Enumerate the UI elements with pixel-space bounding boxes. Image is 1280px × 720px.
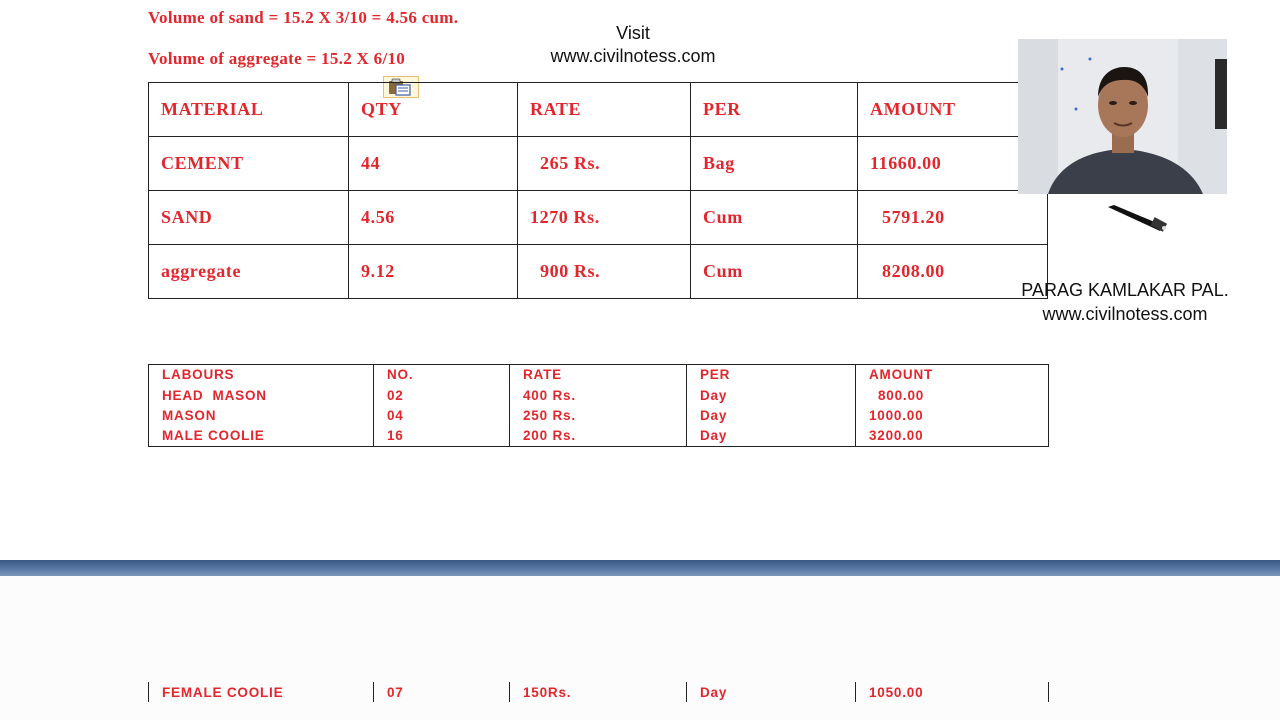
cell-amount: 5791.20: [858, 191, 1048, 245]
cell-labour: MASON: [149, 406, 374, 427]
cell-per: Day: [687, 426, 856, 447]
cell-per: Day: [687, 406, 856, 427]
formula-sand: Volume of sand = 15.2 X 3/10 = 4.56 cum.: [148, 8, 459, 27]
header-material: MATERIAL: [149, 83, 349, 137]
table-row: [149, 682, 1049, 702]
cell-rate: 250 Rs.: [510, 406, 687, 427]
header-qty: QTY: [349, 83, 518, 137]
cell-amount: 8208.00: [858, 245, 1048, 299]
table-row: [149, 406, 1049, 427]
cell-amount: 11660.00: [858, 137, 1048, 191]
labour-table: [148, 364, 1049, 447]
presenter-video: [1018, 39, 1227, 194]
cell-rate: 1270 Rs.: [518, 191, 691, 245]
cell-qty: 9.12: [349, 245, 518, 299]
watermark-site: www.civilnotess.com: [550, 46, 716, 66]
cell-rate: 265 Rs.: [518, 137, 691, 191]
cell-rate: 150Rs.: [510, 682, 687, 702]
cell-labour: HEAD MASON: [149, 385, 374, 406]
cell-per: Cum: [691, 191, 858, 245]
cell-qty: 44: [349, 137, 518, 191]
cell-rate: 400 Rs.: [510, 385, 687, 406]
formula-aggregate: Volume of aggregate = 15.2 X 6/10: [148, 49, 406, 68]
cell-no: 04: [374, 406, 510, 427]
cell-labour: MALE COOLIE: [149, 426, 374, 447]
cell-per: Day: [687, 385, 856, 406]
cell-amount: 1050.00: [856, 682, 1049, 702]
header-rate: RATE: [510, 365, 687, 386]
header-amount: AMOUNT: [856, 365, 1049, 386]
cell-per: Bag: [691, 137, 858, 191]
cell-per: Cum: [691, 245, 858, 299]
header-no: NO.: [374, 365, 510, 386]
table-row: [149, 191, 1048, 245]
cell-material: CEMENT: [149, 137, 349, 191]
cell-material: aggregate: [149, 245, 349, 299]
cell-material: SAND: [149, 191, 349, 245]
cell-no: 16: [374, 426, 510, 447]
cell-amount: 1000.00: [856, 406, 1049, 427]
table-header-row: [149, 365, 1049, 386]
cell-no: 07: [374, 682, 510, 702]
pen-icon[interactable]: [1104, 204, 1170, 232]
cell-rate: 200 Rs.: [510, 426, 687, 447]
watermark: [535, 22, 731, 68]
cell-qty: 4.56: [349, 191, 518, 245]
table-row: [149, 385, 1049, 406]
cell-rate: 900 Rs.: [518, 245, 691, 299]
author-site: www.civilnotess.com: [1042, 304, 1208, 324]
table-row: [149, 137, 1048, 191]
cell-no: 02: [374, 385, 510, 406]
author-name: PARAG KAMLAKAR PAL.: [1021, 280, 1229, 300]
material-table: [148, 82, 1048, 299]
webcam-feed: [1018, 39, 1227, 194]
cell-amount: 3200.00: [856, 426, 1049, 447]
header-per: PER: [691, 83, 858, 137]
cell-per: Day: [687, 682, 856, 702]
cell-labour: FEMALE COOLIE: [149, 682, 374, 702]
author-credit: [1000, 278, 1250, 326]
header-amount: AMOUNT: [858, 83, 1048, 137]
table-row: [149, 426, 1049, 447]
page-divider: [0, 560, 1280, 576]
labour-table-continued: [148, 682, 1049, 702]
header-per: PER: [687, 365, 856, 386]
watermark-visit: Visit: [616, 23, 650, 43]
header-rate: RATE: [518, 83, 691, 137]
cell-amount: 800.00: [856, 385, 1049, 406]
table-row: [149, 245, 1048, 299]
table-header-row: [149, 83, 1048, 137]
header-labours: LABOURS: [149, 365, 374, 386]
